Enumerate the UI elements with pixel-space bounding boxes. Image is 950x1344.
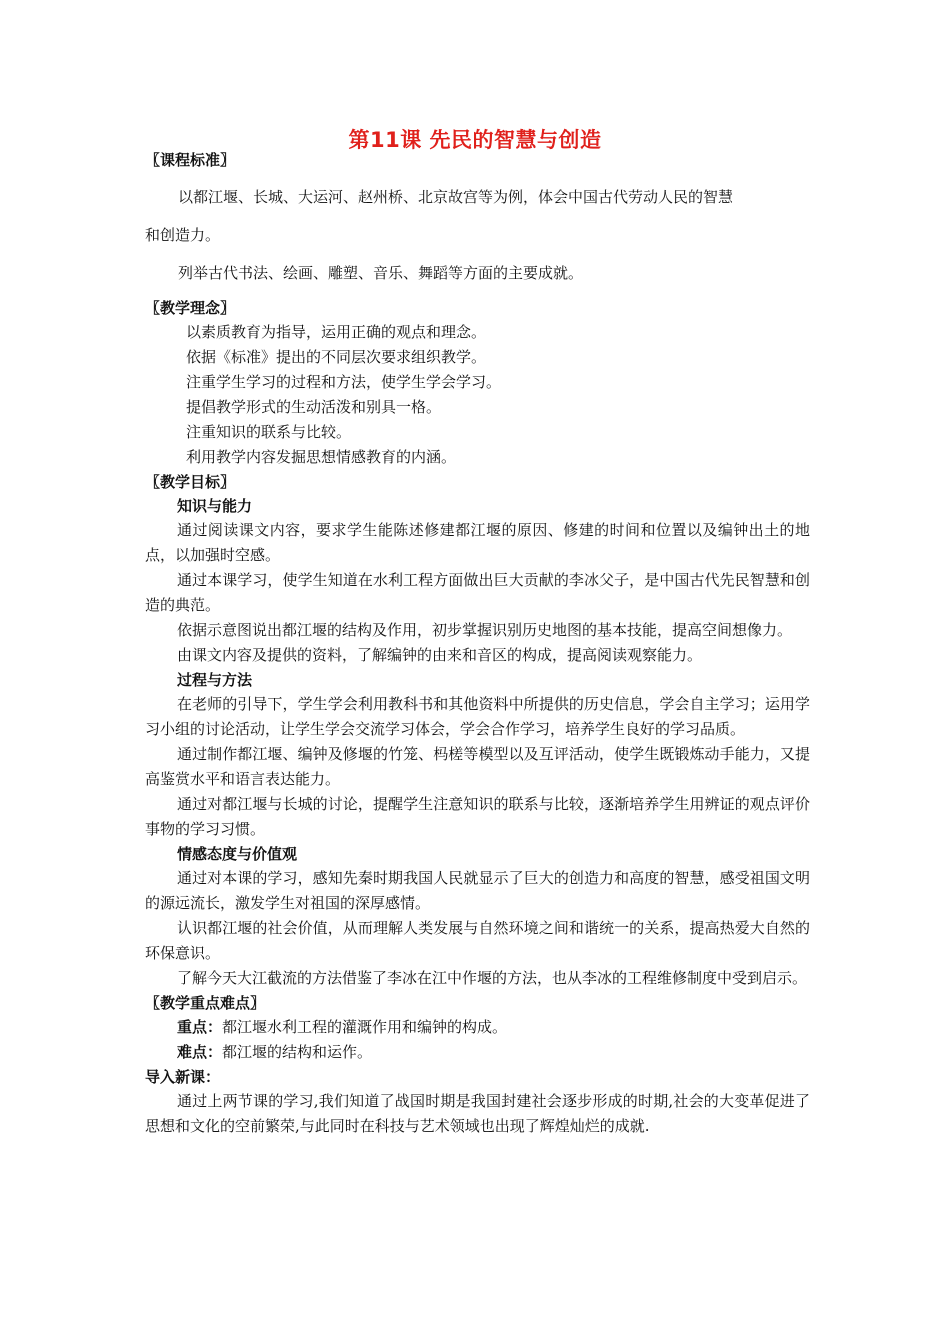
- page-title: 第11课 先民的智慧与创造: [348, 128, 602, 152]
- section-heading-curriculum: 〖课程标准〗: [145, 151, 236, 169]
- focus-label: 重点：: [177, 1018, 223, 1036]
- list-item: 注重知识的联系与比较。: [186, 423, 352, 441]
- subheading-knowledge: 知识与能力: [177, 497, 253, 515]
- emotion-paragraph: 认识都江堰的社会价值，从而理解人类发展与自然环境之间和谐统一的关系，提高热爱大自然的环保意识。: [145, 919, 810, 962]
- knowledge-paragraph: 依据示意图说出都江堰的结构及作用，初步掌握识别历史地图的基本技能，提高空间想像力。: [177, 621, 793, 639]
- spacer: [145, 172, 810, 184]
- list-item: 注重学生学习的过程和方法，使学生学会学习。: [186, 373, 502, 391]
- knowledge-paragraph: 通过阅读课文内容，要求学生能陈述修建都江堰的原因、修建的时间和位置以及编钟出土的地点，以加强时空感。: [145, 521, 810, 564]
- curriculum-paragraph-2: 列举古代书法、绘画、雕塑、音乐、舞蹈等方面的主要成就。: [178, 264, 584, 282]
- process-paragraph: 通过制作都江堰、编钟及修堰的竹笼、杩槎等模型以及互评活动，使学生既锻炼动手能力，又提高鉴赏水平和语言表达能力。: [145, 745, 810, 788]
- emotion-paragraph: 了解今天大江截流的方法借鉴了李冰在江中作堰的方法，也从李冰的工程维修制度中受到启示。: [177, 969, 808, 987]
- process-paragraph: 通过对都江堰与长城的讨论，提醒学生注意知识的联系与比较，逐渐培养学生用辨证的观点评价事物的学习习惯。: [145, 795, 810, 838]
- curriculum-paragraph-1-cont: 和创造力。: [145, 226, 221, 244]
- curriculum-paragraph-1: 以都江堰、长城、大运河、赵州桥、北京故宫等为例，体会中国古代劳动人民的智慧: [178, 188, 734, 206]
- philosophy-list: [145, 320, 810, 470]
- section-heading-goals: 〖教学目标〗: [145, 473, 236, 491]
- list-item: 以素质教育为指导，运用正确的观点和理念。: [186, 323, 487, 341]
- section-heading-keypoints: 〖教学重点难点〗: [145, 994, 266, 1012]
- document-body: [145, 148, 810, 1139]
- focus-text: 都江堰水利工程的灌溉作用和编钟的构成。: [222, 1018, 508, 1036]
- difficulty-label: 难点：: [177, 1043, 223, 1061]
- list-item: 利用教学内容发掘思想情感教育的内涵。: [186, 448, 457, 466]
- difficulty-text: 都江堰的结构和运作。: [222, 1043, 373, 1061]
- subheading-process: 过程与方法: [177, 671, 253, 689]
- knowledge-paragraph: 通过本课学习，使学生知道在水利工程方面做出巨大贡献的李冰父子，是中国古代先民智慧和创造的典范。: [145, 571, 810, 614]
- section-heading-intro: 导入新课：: [145, 1068, 221, 1086]
- intro-paragraph: 通过上两节课的学习,我们知道了战国时期是我国封建社会逐步形成的时期,社会的大变革促进了思想和文化的空前繁荣,与此同时在科技与艺术领域也出现了辉煌灿烂的成就.: [145, 1092, 810, 1135]
- section-heading-philosophy: 〖教学理念〗: [145, 299, 236, 317]
- focus-line: [145, 1015, 810, 1040]
- knowledge-paragraph: 由课文内容及提供的资料，了解编钟的由来和音区的构成，提高阅读观察能力。: [177, 646, 703, 664]
- list-item: 依据《标准》提出的不同层次要求组织教学。: [186, 348, 487, 366]
- process-paragraph: 在老师的引导下，学生学会利用教科书和其他资料中所提供的历史信息，学会自主学习；运用学习小组的讨论活动，让学生学会交流学习体会，学会合作学习，培养学生良好的学习品质。: [145, 695, 810, 738]
- emotion-paragraph: 通过对本课的学习，感知先秦时期我国人民就显示了巨大的创造力和高度的智慧，感受祖国文明的源远流长，激发学生对祖国的深厚感情。: [145, 869, 810, 912]
- difficulty-line: [145, 1040, 810, 1065]
- list-item: 提倡教学形式的生动活泼和别具一格。: [186, 398, 442, 416]
- subheading-emotion: 情感态度与价值观: [177, 845, 298, 863]
